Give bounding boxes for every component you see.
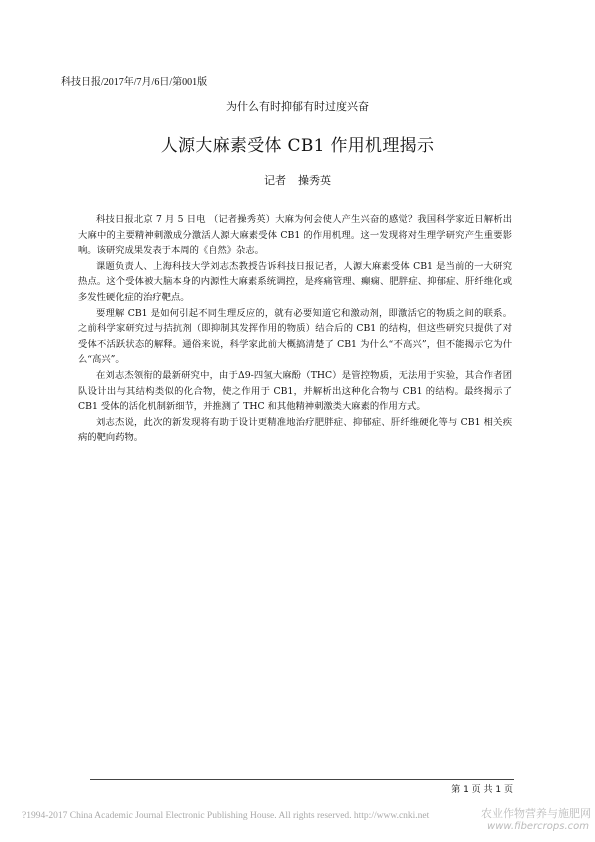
- article-title: 人源大麻素受体 CB1 作用机理揭示: [160, 136, 435, 156]
- article-body: [78, 212, 512, 446]
- article-paragraph: 在刘志杰领衔的最新研究中，由于Δ9-四氢大麻酚（THC）是管控物质，无法用于实验，其合作者团队设计出与其结构类似的化合物，使之作用于 CB1，并解析出这种化合物与 CB1 的结构。最终揭示了 CB1 受体的活化机制新细节，并推测了 THC 和其他精神刺激类大麻素的作用方式。: [78, 369, 512, 413]
- watermark-url: www.fibercrops.com: [487, 821, 589, 832]
- article-subtitle: 为什么有时抑郁有时过度兴奋: [226, 100, 369, 113]
- watermark-text: 农业作物营养与施肥网: [481, 807, 591, 820]
- article-paragraph: 科技日报北京 7 月 5 日电 （记者操秀英）大麻为何会使人产生兴奋的感觉？我国科学家近日解析出大麻中的主要精神刺激成分激活人源大麻素受体 CB1 的作用机理。这一发现将对生理学研究产生重要影响。该研究成果发表于本周的《自然》杂志。: [78, 214, 512, 257]
- byline: [0, 172, 595, 188]
- source-line: 科技日报/2017年/7月/6日/第001版: [61, 77, 208, 88]
- copyright-notice: ?1994-2017 China Academic Journal Electronic Publishing House. All rights reserved. http://www.cnki.net: [22, 811, 430, 821]
- article-paragraph: 刘志杰说，此次的新发现将有助于设计更精准地治疗肥胖症、抑郁症、肝纤维硬化等与 CB1 相关疾病的靶向药物。: [78, 416, 512, 444]
- article-paragraph: 要理解 CB1 是如何引起不同生理反应的，就有必要知道它和激动剂，即激活它的物质之间的联系。之前科学家研究过与拮抗剂（即抑制其发挥作用的物质）结合后的 CB1 的结构，但这些研究只提供了对受体不活跃状态的解释。通俗来说，科学家此前大概搞清楚了 CB1 为什么“不高兴”，但不能揭示它为什么“高兴”。: [78, 307, 512, 366]
- page-number: 第 1 页 共 1 页: [451, 785, 513, 795]
- byline-name: 操秀英: [298, 174, 331, 187]
- watermark: [466, 805, 591, 835]
- article-paragraph: 课题负责人、上海科技大学刘志杰教授告诉科技日报记者，人源大麻素受体 CB1 是当前的一大研究热点。这个受体被大脑本身的内源性大麻素系统调控，是疼痛管理、癫痫、肥胖症、抑郁症、肝纤维化或多发性硬化症的治疗靶点。: [78, 260, 512, 303]
- byline-role: 记者: [264, 174, 286, 187]
- footer-divider: [90, 779, 514, 780]
